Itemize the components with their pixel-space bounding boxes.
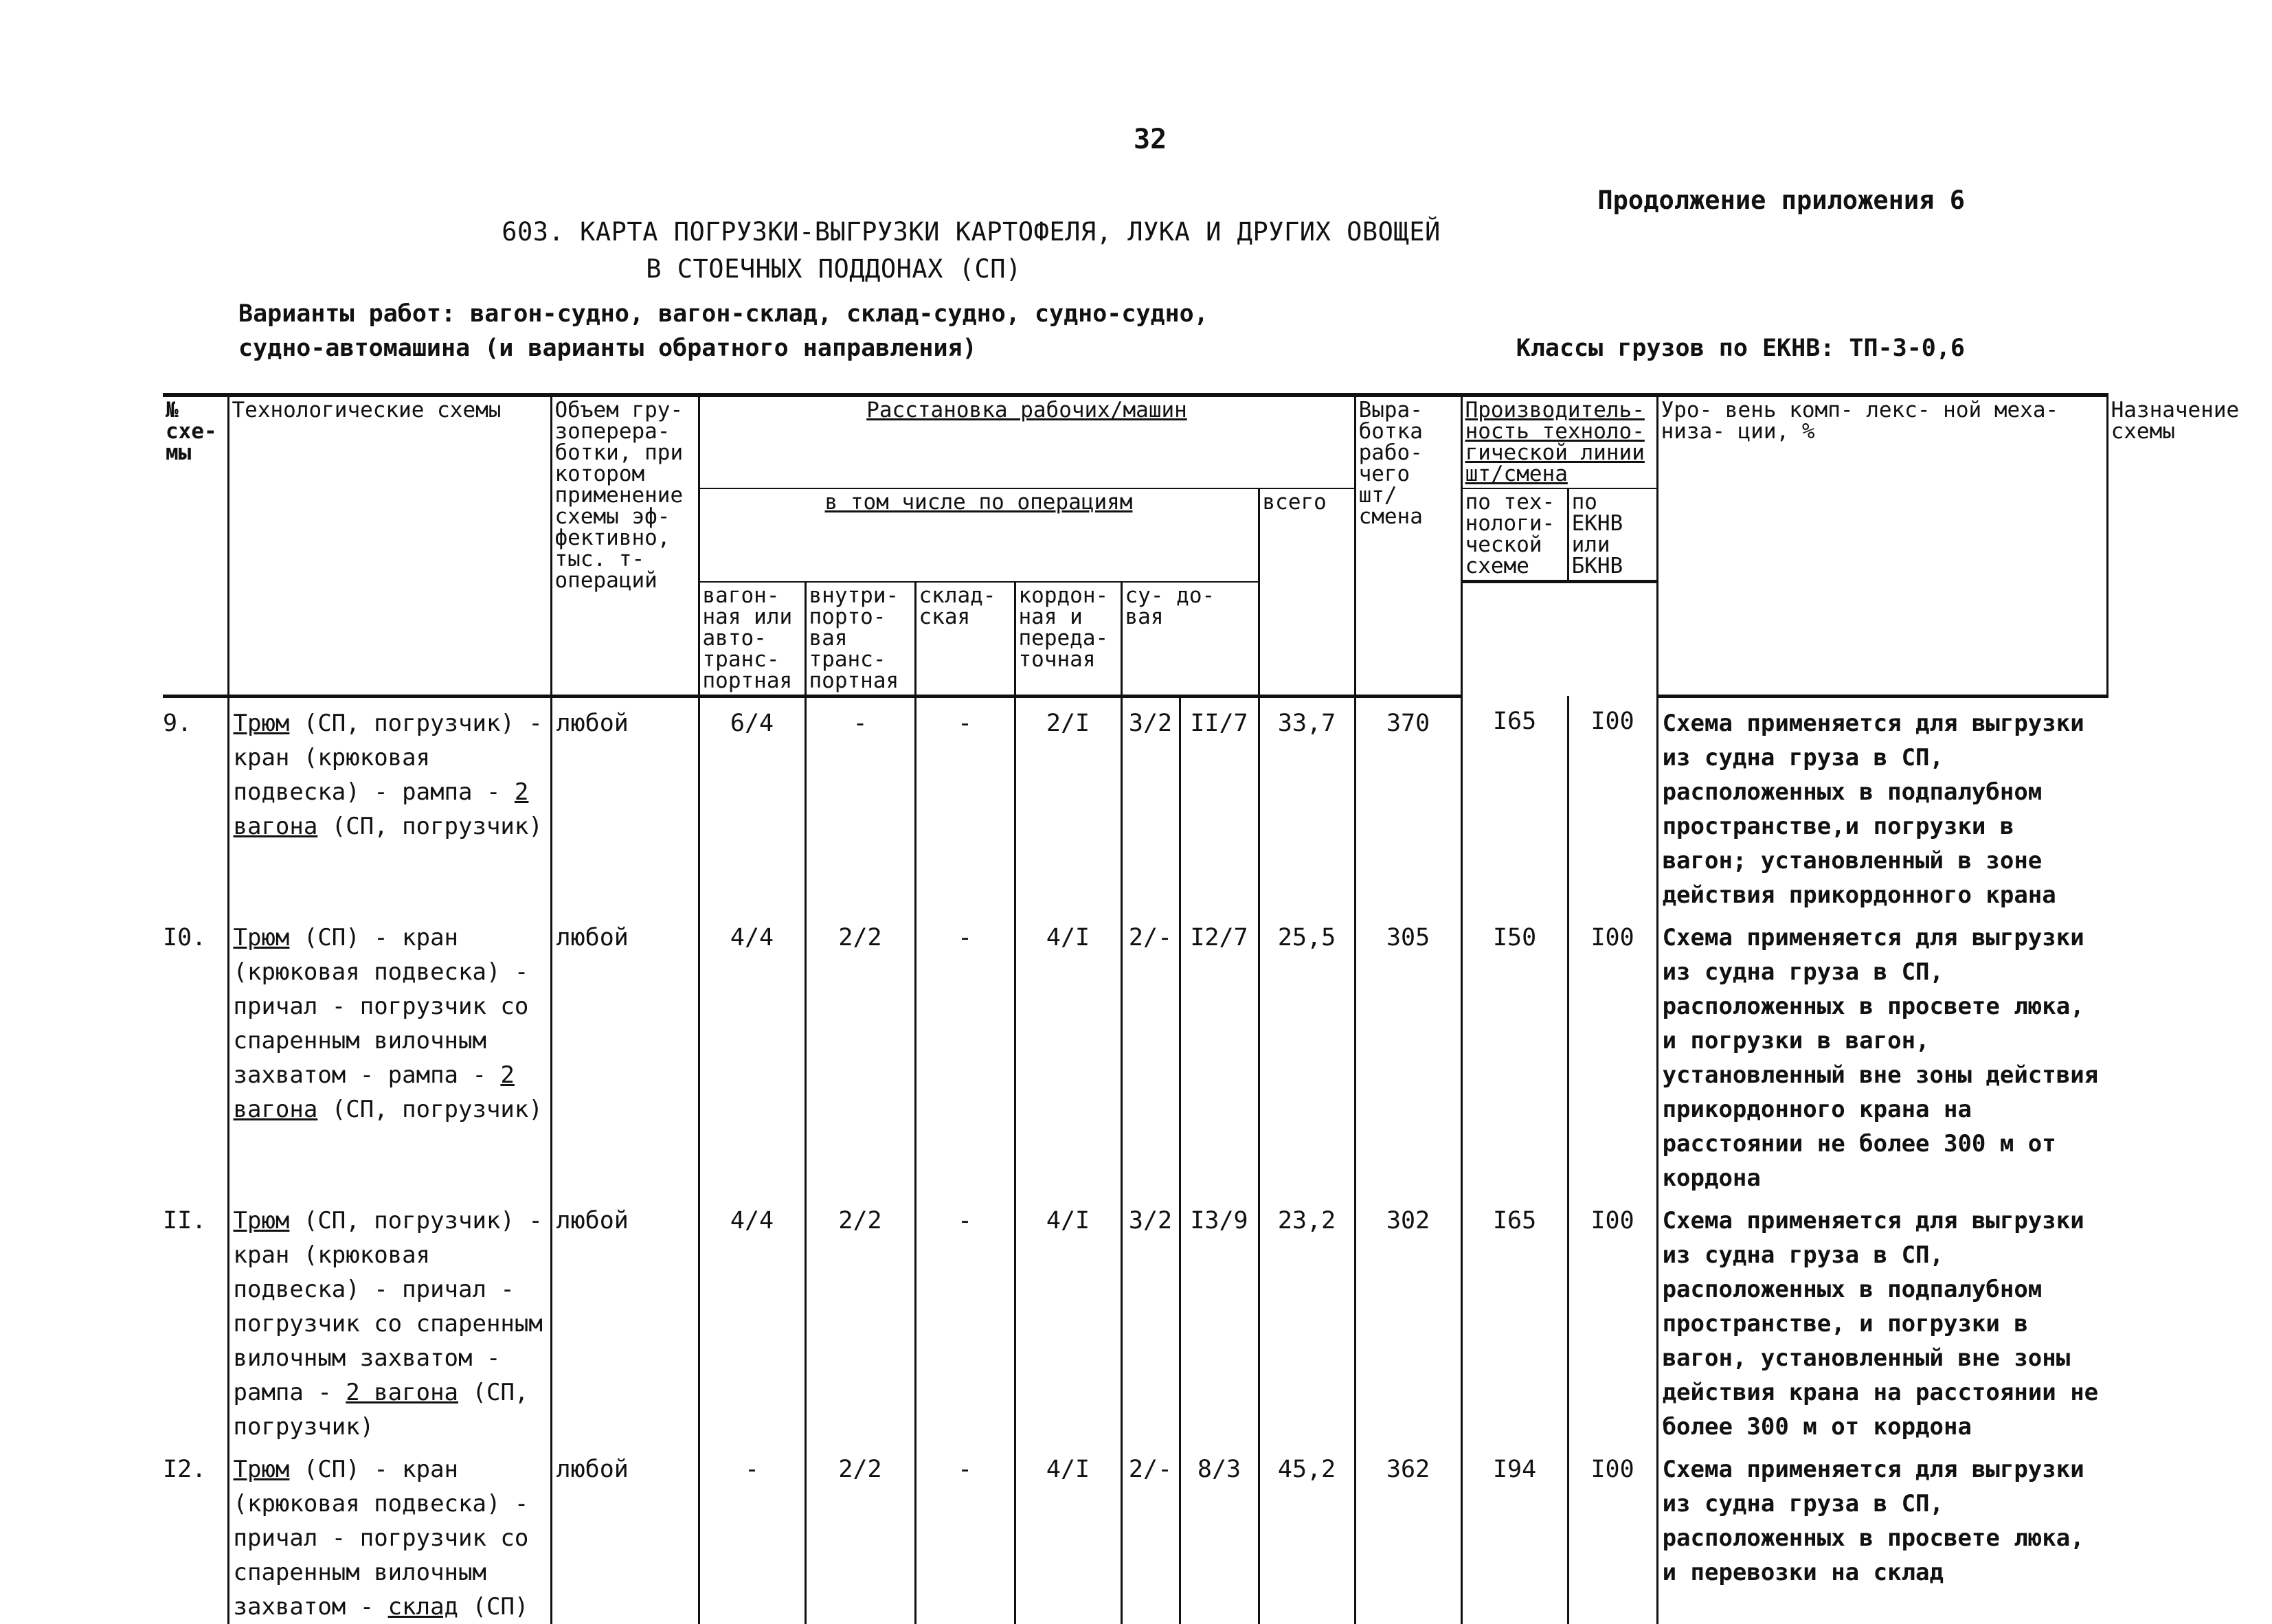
- header-tech-schemes: Технологические схемы: [228, 395, 551, 696]
- row-purpose: Схема применяется для выгрузки из судна груза в СП, расположенных в просвете люка, и погрузки в вагон, установленный вне зоны действия прикордонного крана на расстоянии не более 300 м от кордона: [1657, 912, 2107, 1195]
- row-volume: любой: [551, 696, 699, 912]
- row-ship: 3/2: [1121, 696, 1180, 912]
- row-wagon: 4/4: [699, 912, 805, 1195]
- row-prod-eknv: I50: [1461, 912, 1568, 1195]
- row-prod-tech: 370: [1355, 696, 1461, 912]
- row-cordon: 2/I: [1015, 696, 1121, 912]
- row-total: I2/7: [1180, 912, 1259, 1195]
- continuation-note: Продолжение приложения 6: [1597, 185, 1965, 215]
- cargo-classes: Классы грузов по ЕКНВ: ТП-3-0,6: [1516, 335, 1965, 362]
- work-variants-line-2: судно-автомашина (и варианты обратного направления): [238, 335, 977, 362]
- row-prod-eknv: I65: [1461, 696, 1568, 912]
- table-body: [163, 696, 2107, 1624]
- row-output: 25,5: [1259, 912, 1355, 1195]
- row-cordon: 4/I: [1015, 912, 1121, 1195]
- row-internal: 2/2: [805, 1195, 915, 1444]
- row-output: 33,7: [1259, 696, 1355, 912]
- row-prod-tech: 302: [1355, 1195, 1461, 1444]
- row-number: II.: [163, 1195, 228, 1444]
- row-purpose: Схема применяется для выгрузки из судна груза в СП, расположенных в подпалубном пространстве, и погрузки в вагон, установленный вне зоны действия крана на расстоянии не более 300 м от кордона: [1657, 1195, 2107, 1444]
- row-volume: любой: [551, 1195, 699, 1444]
- row-output: 45,2: [1259, 1444, 1355, 1624]
- row-internal: 2/2: [805, 1444, 915, 1624]
- row-warehouse: -: [915, 1444, 1015, 1624]
- row-wagon: 4/4: [699, 1195, 805, 1444]
- table-row: [163, 1195, 2107, 1444]
- row-total: II/7: [1180, 696, 1259, 912]
- page-number: 32: [1134, 124, 1167, 155]
- header-by-operations: в том числе по операциям: [699, 488, 1259, 582]
- header-op-wagon: вагон- ная или авто- транс- портная: [699, 582, 805, 697]
- loading-map-table-wrapper: [163, 393, 2240, 1624]
- row-wagon: 6/4: [699, 696, 805, 912]
- table-row: [163, 912, 2107, 1195]
- header-prod-tech: по тех- нологи- ческой схеме: [1461, 488, 1568, 582]
- row-prod-eknv: I94: [1461, 1444, 1568, 1624]
- header-output: Выра- ботка рабо- чего шт/ смена: [1355, 395, 1461, 696]
- loading-map-table: [163, 393, 2240, 1624]
- row-scheme: Трюм (СП, погрузчик) - кран (крюковая подвеска) - рампа - 2 вагона (СП, погрузчик): [228, 696, 551, 912]
- row-number: 9.: [163, 696, 228, 912]
- row-internal: 2/2: [805, 912, 915, 1195]
- row-level: I00: [1568, 696, 1657, 912]
- table-row: [163, 1444, 2107, 1624]
- header-scheme-number: № схе- мы: [163, 395, 228, 696]
- document-title-line-2: В СТОЕЧНЫХ ПОДДОНАХ (СП): [646, 254, 1022, 284]
- row-scheme: Трюм (СП) - кран (крюковая подвеска) - причал - погрузчик со спаренным вилочным захватом - склад (СП): [228, 1444, 551, 1624]
- row-level: I00: [1568, 1195, 1657, 1444]
- row-prod-tech: 362: [1355, 1444, 1461, 1624]
- row-scheme: Трюм (СП) - кран (крюковая подвеска) - причал - погрузчик со спаренным вилочным захватом - рампа - 2 вагона (СП, погрузчик): [228, 912, 551, 1195]
- table-header: № схе- мы Технологические схемы Объем гру- зоперера- ботки, при котором применение схемы эф- фективно, тыс. т-операций Расстановка рабочих/машин Выра- ботка рабо- чего шт/ смена Производитель- ность техноло- гической линии шт/смена Уро- вень комп- лекс- ной меха- низа- ции, % Назначение схемы в том числе по операциям всего по тех- нологи- ческой схеме по ЕКНВ или БКНВ вагон- ная или авто- транс- портная внутри- порто- вая транс- портная склад- ская кордон- ная и переда- точная су- до- вая: [163, 395, 2107, 696]
- row-number: I2.: [163, 1444, 228, 1624]
- row-ship: 2/-: [1121, 912, 1180, 1195]
- row-warehouse: -: [915, 912, 1015, 1195]
- header-op-internal: внутри- порто- вая транс- портная: [805, 582, 915, 697]
- header-op-warehouse: склад- ская: [915, 582, 1015, 697]
- header-op-ship: су- до- вая: [1121, 582, 1259, 697]
- row-prod-eknv: I65: [1461, 1195, 1568, 1444]
- row-total: I3/9: [1180, 1195, 1259, 1444]
- row-cordon: 4/I: [1015, 1195, 1121, 1444]
- row-warehouse: -: [915, 696, 1015, 912]
- row-warehouse: -: [915, 1195, 1015, 1444]
- work-variants-line-1: Варианты работ: вагон-судно, вагон-склад, склад-судно, судно-судно,: [238, 300, 1208, 328]
- row-prod-tech: 305: [1355, 912, 1461, 1195]
- row-internal: -: [805, 696, 915, 912]
- row-volume: любой: [551, 1444, 699, 1624]
- row-output: 23,2: [1259, 1195, 1355, 1444]
- row-cordon: 4/I: [1015, 1444, 1121, 1624]
- table-row: [163, 696, 2107, 912]
- row-ship: 3/2: [1121, 1195, 1180, 1444]
- row-volume: любой: [551, 912, 699, 1195]
- header-total: всего: [1259, 488, 1355, 696]
- row-number: I0.: [163, 912, 228, 1195]
- header-placement: Расстановка рабочих/машин: [699, 395, 1355, 488]
- header-productivity: Производитель- ность техноло- гической линии шт/смена: [1461, 395, 1657, 488]
- row-level: I00: [1568, 1444, 1657, 1624]
- document-title-line-1: 603. КАРТА ПОГРУЗКИ-ВЫГРУЗКИ КАРТОФЕЛЯ, ЛУКА И ДРУГИХ ОВОЩЕЙ: [502, 217, 1441, 247]
- header-op-cordon: кордон- ная и переда- точная: [1015, 582, 1121, 697]
- row-ship: 2/-: [1121, 1444, 1180, 1624]
- row-wagon: -: [699, 1444, 805, 1624]
- header-prod-eknv: по ЕКНВ или БКНВ: [1568, 488, 1657, 582]
- row-scheme: Трюм (СП, погрузчик) - кран (крюковая подвеска) - причал - погрузчик со спаренным вилочным захватом - рампа - 2 вагона (СП, погрузчик): [228, 1195, 551, 1444]
- row-purpose: Схема применяется для выгрузки из судна груза в СП, расположенных в подпалубном пространстве,и погрузки в вагон; установленный в зоне действия прикордонного крана: [1657, 696, 2107, 912]
- header-mechanization-level: Уро- вень комп- лекс- ной меха- низа- ции, %: [1657, 395, 2107, 696]
- header-volume: Объем гру- зоперера- ботки, при котором применение схемы эф- фективно, тыс. т-операций: [551, 395, 699, 696]
- row-total: 8/3: [1180, 1444, 1259, 1624]
- row-purpose: Схема применяется для выгрузки из судна груза в СП, расположенных в просвете люка, и перевозки на склад: [1657, 1444, 2107, 1624]
- row-level: I00: [1568, 912, 1657, 1195]
